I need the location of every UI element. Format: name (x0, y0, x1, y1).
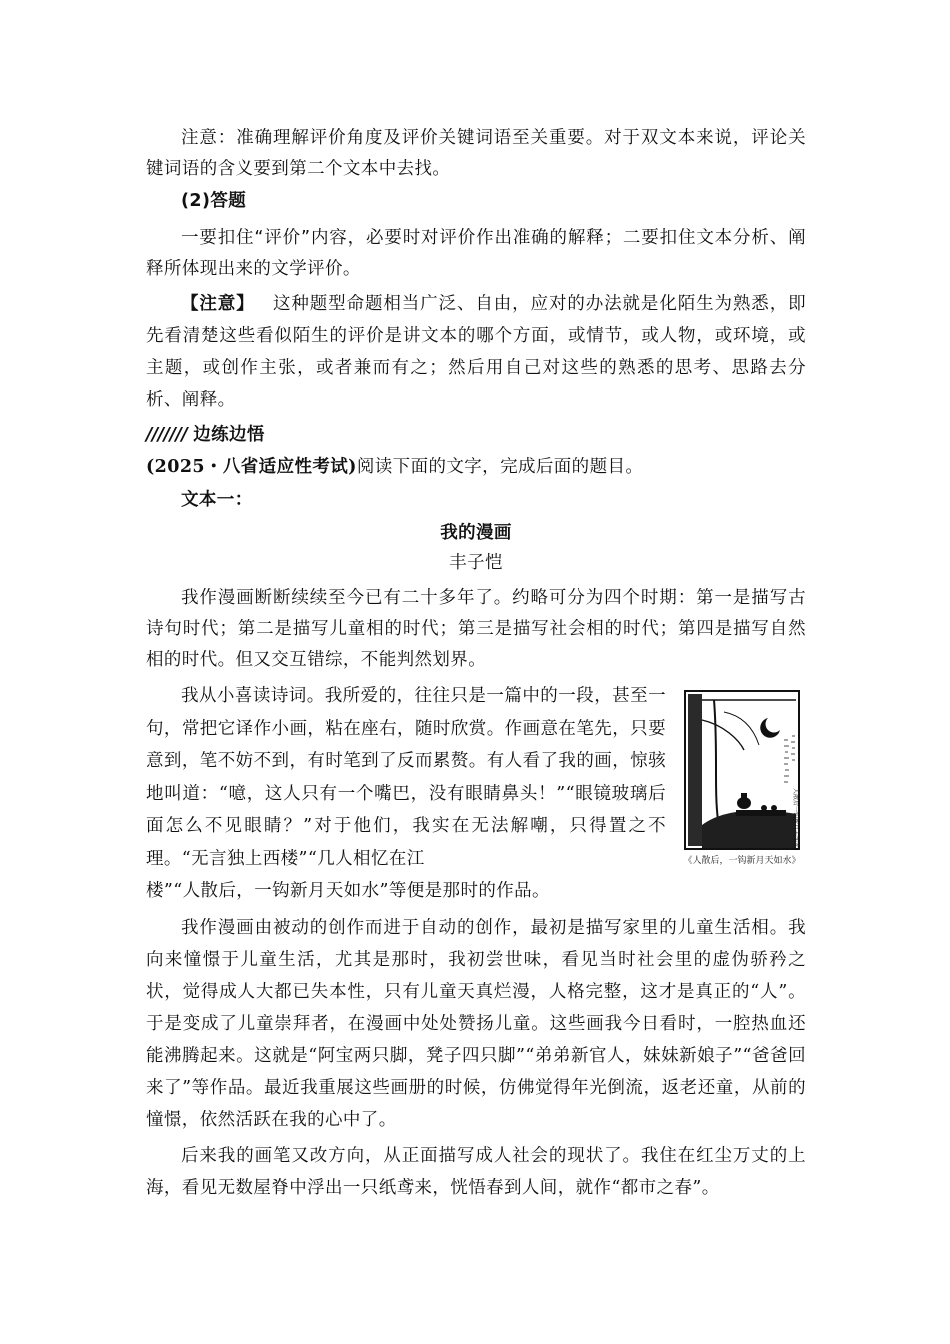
note-paragraph: 注意：准确理解评价角度及评价关键词语至关重要。对于双文本来说，评论关键词语的含义要到第二个文本中去找。 (146, 128, 806, 179)
article-paragraph-1: 我作漫画断断续续至今已有二十多年了。约略可分为四个时期：第一是描写古诗句时代；第二是描写儿童相的时代；第三是描写社会相的时代；第四是描写自然相的时代。但又交互错综，不能判然划界。 (146, 588, 806, 670)
answer-heading: (2)答题 (181, 191, 247, 211)
article-title: 我的漫画 (440, 523, 512, 543)
section-slashes: /////// (146, 425, 188, 445)
article-author: 丰子恺 (449, 553, 503, 573)
attention-text: 这种题型命题相当广泛、自由，应对的办法就是化陌生为熟悉，即先看清楚这些看似陌生的评价是讲文本的哪个方面，或情节，或人物，或环境，或主题，或创作主张，或者兼而有之；然后用自己对这些的熟悉的思考、思路去分析、阐释。 (146, 294, 806, 410)
section-heading (146, 420, 806, 451)
text-one-label: 文本一： (181, 490, 253, 510)
attention-label: 【注意】 (181, 294, 255, 314)
attention-paragraph (146, 288, 806, 416)
article-paragraph-2: 我从小喜读诗词。我所爱的，往往只是一篇中的一段，甚至一句，常把它译作小画，粘在座右，随时欣赏。作画意在笔先，只要意到，笔不妨不到，有时笔到了反而累赘。有人看了我的画，惊骇地叫道：“噫，这人只有一个嘴巴，没有眼睛鼻头！”“眼镜玻璃后面怎么不见眼睛？”对于他们，我实在无法解嘲，只得置之不理。“无言独上西楼”“几人相忆在江 (146, 686, 666, 869)
article-paragraph-2-end: 楼”“人散后，一钩新月天如水”等便是那时的作品。 (146, 881, 550, 901)
comic-caption: 《人散后，一钩新月天如水》 (683, 856, 801, 866)
article-paragraph-3: 我作漫画由被动的创作而进于自动的创作，最初是描写家里的儿童生活相。我向来憧憬于儿童生活，尤其是那时，我初尝世味，看见当时社会里的虚伪骄矜之状，觉得成人大都已失本性，只有儿童天真烂漫，人格完整，这才是真正的“人”。于是变成了儿童崇拜者，在漫画中处处赞扬儿童。这些画我今日看时，一腔热血还能沸腾起来。这就是“阿宝两只脚，凳子四只脚”“弟弟新官人，妹妹新娘子”“爸爸回来了”等作品。最近我重展这些画册的时候，仿佛觉得年光倒流，返老还童，从前的憧憬，依然活跃在我的心中了。 (146, 918, 806, 1130)
source-line (146, 452, 806, 483)
comic-inscription: 人散后一钩新月天如水 (792, 788, 799, 849)
section-title: 边练边悟 (193, 425, 265, 445)
exam-source: (2025・八省适应性考试) (146, 457, 357, 477)
answer-paragraph: 一要扣住“评价”内容，必要时对评价作出准确的解释；二要扣住文本分析、阐释所体现出来的文学评价。 (146, 228, 806, 279)
article-paragraph-4: 后来我的画笔又改方向，从正面描写成人社会的现状了。我住在红尘万丈的上海，看见无数屋脊中浮出一只纸鸢来，恍悟春到人间，就作“都市之春”。 (146, 1146, 806, 1198)
instruction-text: 阅读下面的文字，完成后面的题目。 (356, 457, 644, 477)
comic-illustration (684, 690, 800, 850)
